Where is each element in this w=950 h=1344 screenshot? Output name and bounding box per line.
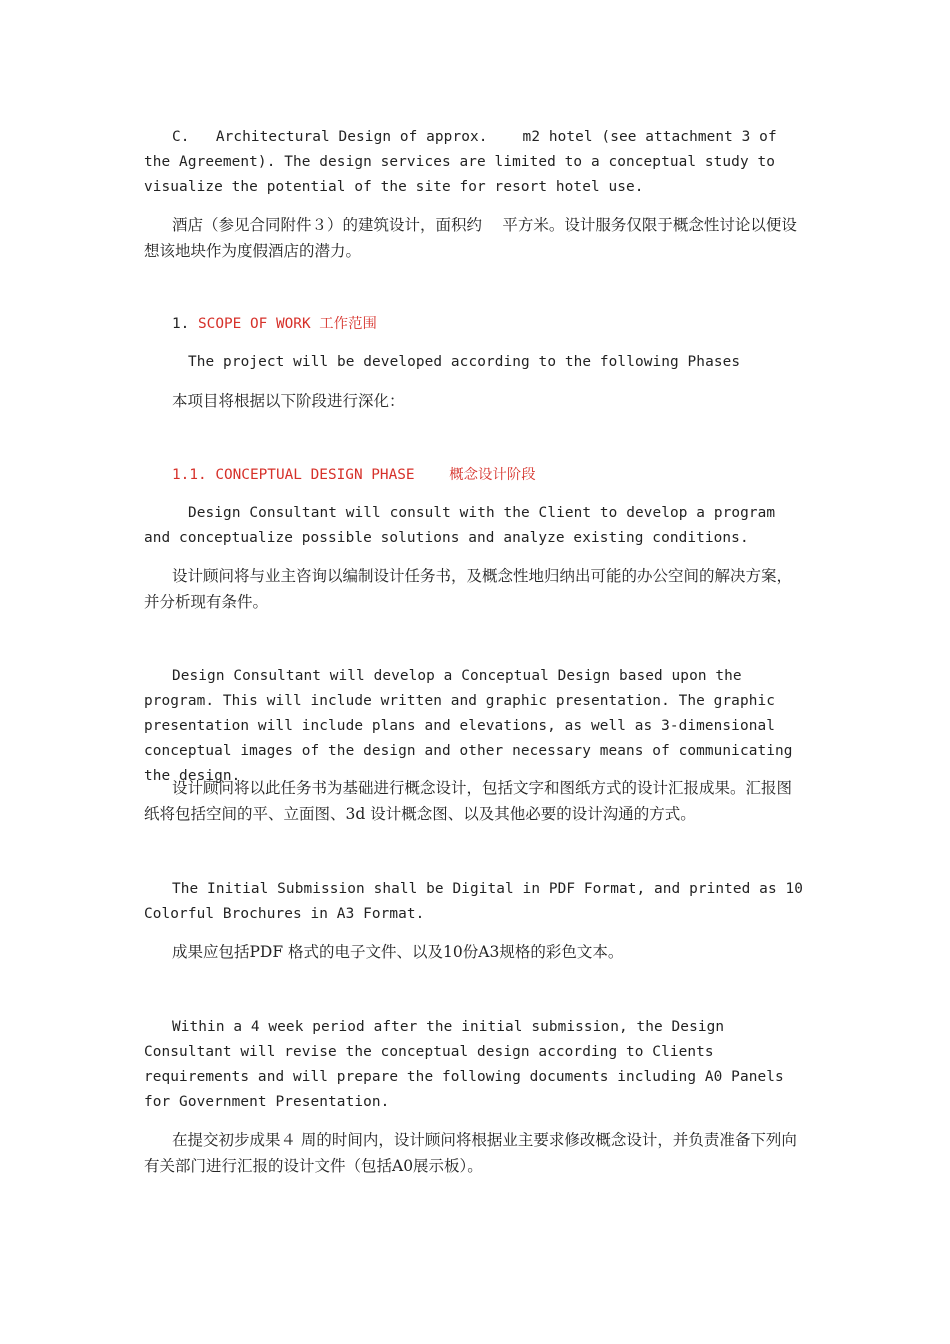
conceptual-para2-chinese: 设计顾问将以此任务书为基础进行概念设计，包括文字和图纸方式的设计汇报成果。汇报图纸将包括空间的平、立面图、3d 设计概念图、以及其他必要的设计沟通的方式。: [144, 779, 793, 823]
conceptual-para4-chinese: 在提交初步成果４ 周的时间内，设计顾问将根据业主要求修改概念设计，并负责准备下列向有关部门进行汇报的设计文件（包括A0展示板）。: [144, 1131, 797, 1175]
scope-english: The project will be developed according to the following Phases: [188, 354, 741, 370]
scope-heading: [144, 312, 832, 337]
conceptual-para2-english: Design Consultant will develop a Conceptual Design based upon the program. This will include written and graphic presentation. The graphic presentation will include plans and elevations, as well as 3-dimensional conceptual images of the design and other necessary means of communicating the design.: [144, 668, 802, 784]
scope-chinese: 本项目将根据以下阶段进行深化：: [172, 392, 405, 410]
scope-number: 1.: [172, 316, 190, 332]
conceptual-para1-chinese: 设计顾问将与业主咨询以编制设计任务书，及概念性地归纳出可能的办公空间的解决方案，并分析现有条件。: [144, 567, 793, 611]
conceptual-para3-chinese: 成果应包括PDF 格式的电子文件、以及10份A3规格的彩色文本。: [172, 943, 624, 961]
scope-title: SCOPE OF WORK 工作范围: [198, 316, 377, 332]
conceptual-para4-english: Within a 4 week period after the initial submission, the Design Consultant will revise the conceptual design according to Clients requirements and will prepare the following documents including A0 Panels for Government Presentation.: [144, 1019, 793, 1110]
conceptual-para1-english: Design Consultant will consult with the Client to develop a program and conceptualize possible solutions and analyze existing conditions.: [144, 505, 784, 546]
section-c-chinese: 酒店（参见合同附件３）的建筑设计，面积约 平方米。设计服务仅限于概念性讨论以便设想该地块作为度假酒店的潜力。: [144, 216, 797, 260]
conceptual-para3-english: The Initial Submission shall be Digital in PDF Format, and printed as 10 Colorful Brochures in A3 Format.: [144, 881, 812, 922]
conceptual-phase-heading: 1.1. CONCEPTUAL DESIGN PHASE 概念设计阶段: [172, 467, 536, 483]
section-c-english: C. Architectural Design of approx. m2 hotel (see attachment 3 of the Agreement). The design services are limited to a conceptual study to visualize the potential of the site for resort hotel use.: [144, 129, 786, 195]
